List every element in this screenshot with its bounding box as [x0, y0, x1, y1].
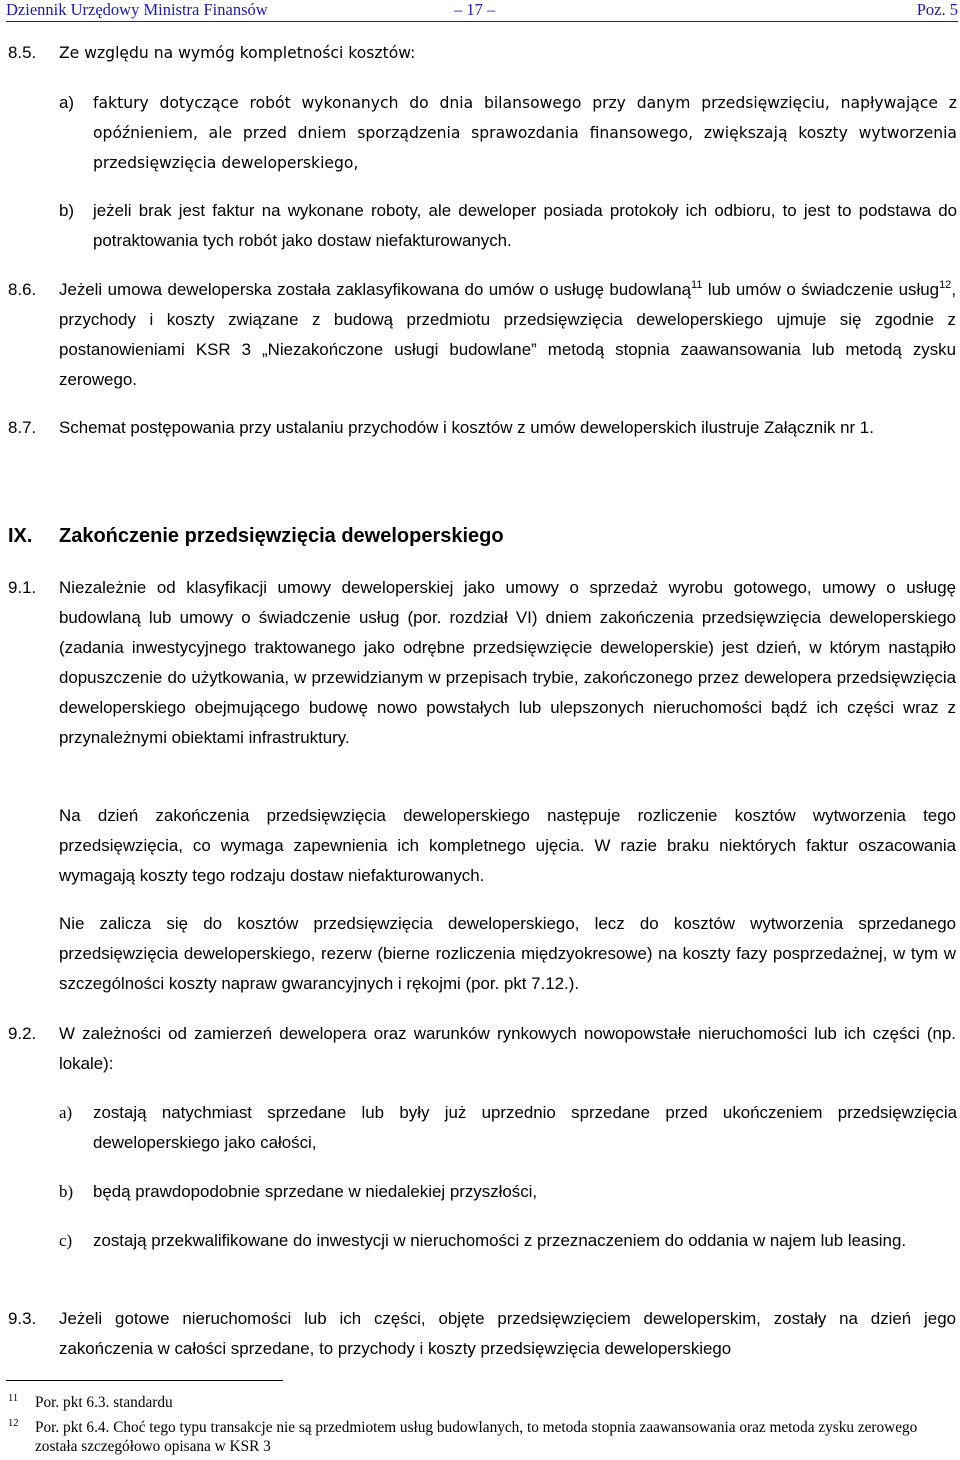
footnote-rule [6, 1380, 283, 1381]
list-text: będą prawdopodobnie sprzedane w niedalekiej przyszłości, [93, 1182, 538, 1201]
item-text: Jeżeli gotowe nieruchomości lub ich części, objęte przedsięwzięciem deweloperskim, zostały na dzień jego zakończenia w całości sprzedane, to przychody i koszty przedsięwzięcia deweloperskiego [59, 1309, 956, 1358]
item-text [59, 275, 956, 395]
text-part: lub umów o świadczenie usług [702, 280, 940, 299]
footnote-number: 11 [8, 1393, 19, 1404]
list-text: faktury dotyczące robót wykonanych do dnia bilansowego przy danym przedsięwzięciu, napływające z opóźnieniem, ale przed dniem sporządzenia sprawozdania finansowego, zwiększają koszty wytworzenia przedsięwzięcia deweloperskiego, [93, 94, 957, 172]
list-label: c) [59, 1231, 73, 1250]
item-text: Niezależnie od klasyfikacji umowy deweloperskiej jako umowy o sprzedaż wyrobu gotowego, umowy o usługę budowlaną lub umowy o świadczenie usług (por. rozdział VI) dniem zakończenia przedsięwzięcia deweloperskiego (zadania inwestycyjnego traktowanego jako odrębne przedsięwzięcie deweloperskie) jest dzień, w którym nastąpiło dopuszczenie do użytkowania, w przewidzianym w przepisach trybie, zakończonego przez dewelopera przedsięwzięcia deweloperskiego obejmującego budowę nowo powstałych lub ulepszonych nieruchomości bądź ich części wraz z przynależnymi obiektami infrastruktury. [59, 578, 956, 747]
item-text: Na dzień zakończenia przedsięwzięcia deweloperskiego następuje rozliczenie kosztów wytworzenia tego przedsięwzięcia, co wymaga zapewnienia ich kompletnego ujęcia. W razie braku niektórych faktur oszacowania wymagają koszty tego rodzaju dostaw niefakturowanych. [59, 806, 956, 885]
item-text: W zależności od zamierzeń dewelopera oraz warunków rynkowych nowopowstałe nieruchomości lub ich części (np. lokale): [59, 1024, 956, 1073]
footnote-text: Por. pkt 6.3. standardu [35, 1394, 173, 1411]
item-text: Ze względu na wymóg kompletności kosztów: [59, 44, 416, 62]
item-number: 9.1. [8, 578, 37, 597]
list-text: zostają natychmiast sprzedane lub były już uprzednio sprzedane przed ukończeniem przedsięwzięcia deweloperskiego jako całości, [93, 1103, 957, 1152]
section-title: Zakończenie przedsięwzięcia deweloperskiego [59, 525, 504, 547]
footnote-12 [0, 1418, 960, 1458]
footnote-ref: 12 [939, 279, 952, 291]
page-header [6, 0, 958, 20]
footnote-11 [0, 1393, 960, 1413]
page-number: – 17 – [454, 0, 496, 19]
text-part: , przychody i koszty związane z budową przedmiotu przedsięwzięcia deweloperskiego ujmuje się zgodnie z postanowieniami KSR 3 „Niezakończone usługi budowlane” metodą stopnia zaawansowania lub metodą zysku zerowego. [59, 280, 957, 389]
list-label: a) [59, 1103, 73, 1122]
footnote-number: 12 [8, 1418, 19, 1429]
list-label: b) [59, 201, 75, 220]
footnote-ref: 11 [691, 279, 703, 291]
header-rule [6, 21, 958, 22]
list-label: b) [59, 1182, 74, 1201]
text-part: Jeżeli umowa deweloperska została zaklasyfikowana do umów o usługę budowlaną [59, 280, 692, 299]
list-text: zostają przekwalifikowane do inwestycji w nieruchomości z przeznaczeniem do oddania w najem lub leasing. [93, 1231, 907, 1250]
item-number: 8.5. [8, 43, 37, 62]
journal-title: Dziennik Urzędowy Ministra Finansów [6, 0, 268, 19]
list-text: jeżeli brak jest faktur na wykonane roboty, ale deweloper posiada protokoły ich odbioru, to jest to podstawa do potraktowania tych robót jako dostaw niefakturowanych. [93, 201, 957, 250]
item-number: 9.2. [8, 1024, 37, 1043]
item-number: 8.7. [8, 418, 37, 437]
section-number: IX. [8, 525, 33, 547]
item-text: Schemat postępowania przy ustalaniu przychodów i kosztów z umów deweloperskich ilustruje Załącznik nr 1. [59, 418, 874, 437]
list-label: a) [59, 93, 75, 112]
footnote-text: Por. pkt 6.4. Choć tego typu transakcje nie są przedmiotem usług budowlanych, to metoda stopnia zaawansowania oraz metoda zysku zerowego została szczegółowo opisana w KSR 3 [35, 1419, 918, 1455]
item-text: Nie zalicza się do kosztów przedsięwzięcia deweloperskiego, lecz do kosztów wytworzenia sprzedanego przedsięwzięcia deweloperskiego, rezerw (bierne rozliczenia międzyokresowe) na koszty fazy posprzedażnej, w tym w szczególności koszty napraw gwarancyjnych i rękojmi (por. pkt 7.12.). [59, 914, 956, 993]
item-number: 8.6. [8, 280, 37, 299]
item-number: 9.3. [8, 1309, 37, 1328]
position-number: Poz. 5 [916, 0, 958, 19]
